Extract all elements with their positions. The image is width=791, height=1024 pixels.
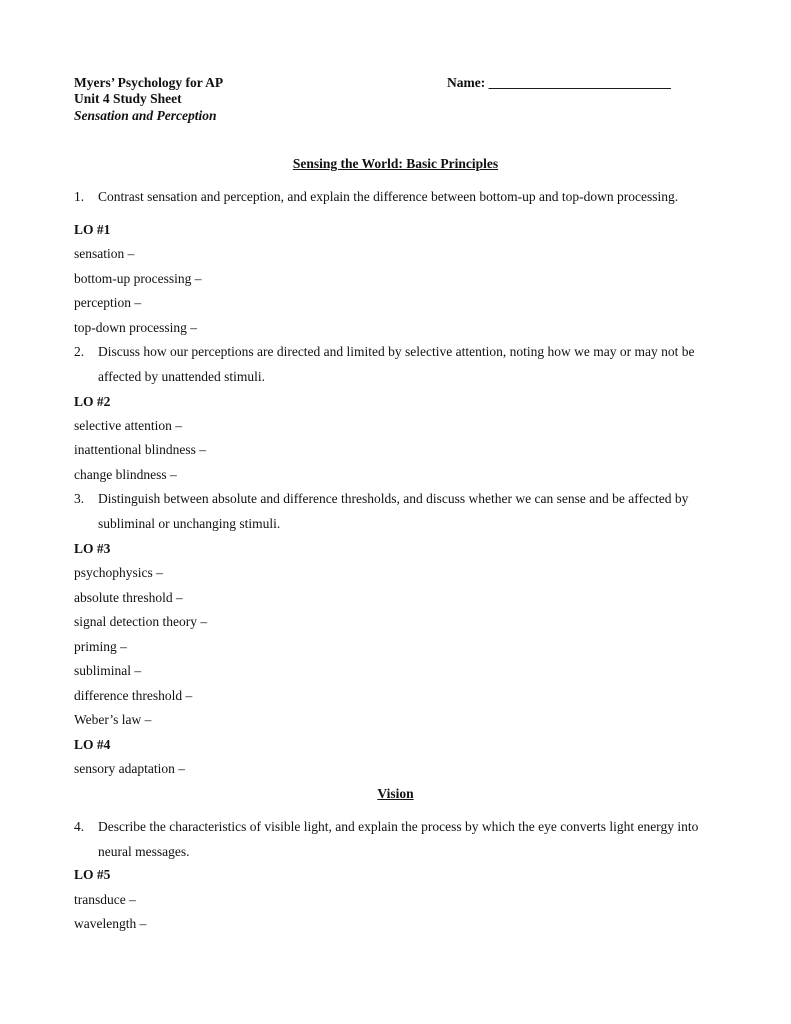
term-bottom-up-processing: bottom-up processing – — [74, 271, 202, 286]
term-sensation: sensation – — [74, 246, 135, 261]
lo-5-heading: LO #5 — [74, 867, 111, 882]
term-priming: priming – — [74, 639, 127, 654]
topic-title: Sensation and Perception — [74, 108, 217, 123]
term-inattentional-blindness: inattentional blindness – — [74, 442, 206, 457]
section-heading-basic-principles: Sensing the World: Basic Principles — [292, 156, 499, 171]
lo-3-heading: LO #3 — [74, 541, 111, 556]
name-field-label: Name: ___________________________ — [447, 75, 671, 90]
question-number: 1. — [74, 189, 85, 204]
question-number: 2. — [74, 344, 85, 359]
question-1-text: Contrast sensation and perception, and explain the difference between bottom-up and top-down processing. — [98, 189, 679, 204]
question-4-text: Describe the characteristics of visible light, and explain the process by which the eye converts light energy into neural messages. — [98, 819, 699, 859]
course-title: Myers’ Psychology for AP — [74, 75, 224, 90]
term-webers-law: Weber’s law – — [74, 712, 152, 727]
term-signal-detection-theory: signal detection theory – — [74, 614, 208, 629]
unit-title: Unit 4 Study Sheet — [74, 91, 182, 106]
question-number: 3. — [74, 491, 85, 506]
lo-2-heading: LO #2 — [74, 394, 111, 409]
term-wavelength: wavelength – — [74, 916, 147, 931]
question-2-text: Discuss how our perceptions are directed and limited by selective attention, noting how we may or may not be affected by unattended stimuli. — [98, 344, 695, 384]
term-absolute-threshold: absolute threshold – — [74, 590, 183, 605]
term-top-down-processing: top-down processing – — [74, 320, 197, 335]
term-perception: perception – — [74, 295, 142, 310]
term-psychophysics: psychophysics – — [74, 565, 163, 580]
lo-4-heading: LO #4 — [74, 737, 111, 752]
term-subliminal: subliminal – — [74, 663, 142, 678]
question-3-text: Distinguish between absolute and difference thresholds, and discuss whether we can sense and be affected by subliminal or unchanging stimuli. — [98, 491, 689, 531]
lo-1-heading: LO #1 — [74, 222, 111, 237]
term-selective-attention: selective attention – — [74, 418, 182, 433]
term-transduce: transduce – — [74, 892, 136, 907]
section-heading-vision: Vision — [377, 786, 414, 801]
term-sensory-adaptation: sensory adaptation – — [74, 761, 185, 776]
term-change-blindness: change blindness – — [74, 467, 177, 482]
question-number: 4. — [74, 819, 85, 834]
term-difference-threshold: difference threshold – — [74, 688, 193, 703]
